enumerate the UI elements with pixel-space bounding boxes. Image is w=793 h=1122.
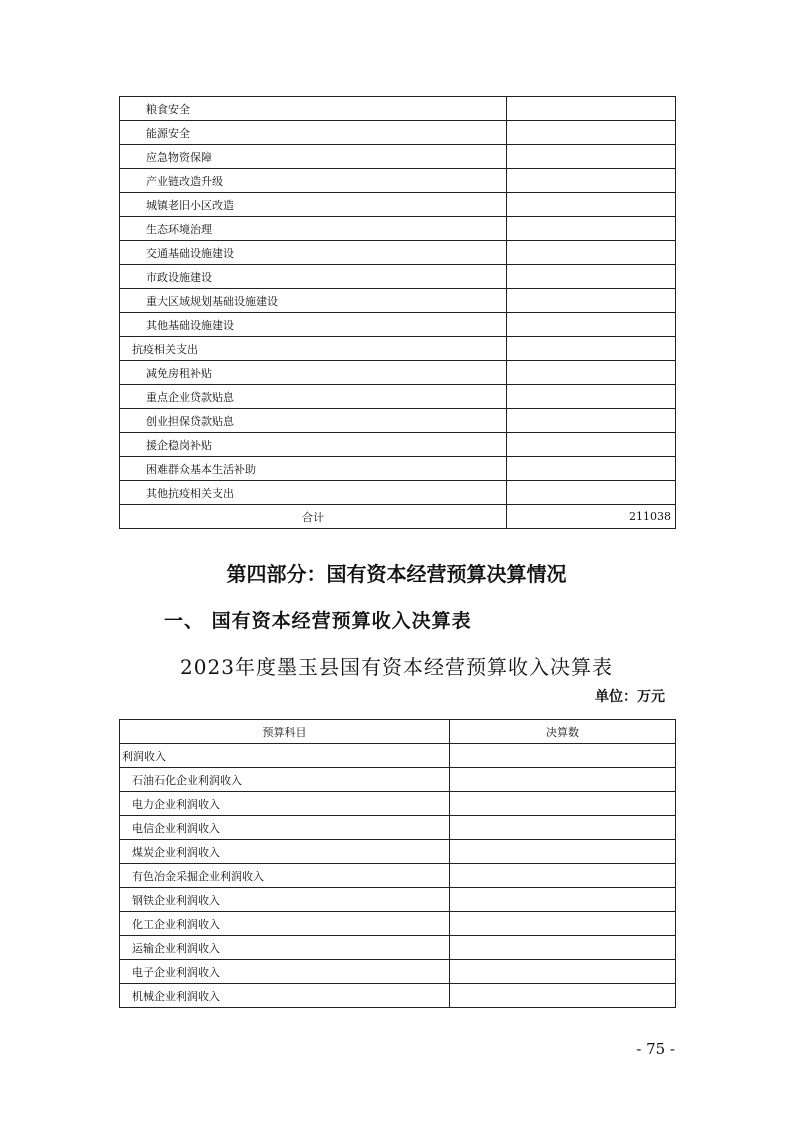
row-value	[507, 313, 676, 337]
table-row	[120, 433, 676, 457]
row-label: 粮食安全	[120, 97, 507, 121]
row-value	[507, 217, 676, 241]
row-label: 应急物资保障	[120, 145, 507, 169]
table-row	[120, 145, 676, 169]
row-value	[450, 984, 676, 1008]
expenditure-table-continued	[119, 96, 676, 529]
page-number: - 75 -	[636, 1040, 675, 1058]
table-row	[120, 864, 676, 888]
row-label: 重大区域规划基础设施建设	[120, 289, 507, 313]
row-label: 石油石化企业利润收入	[120, 768, 450, 792]
total-label: 合计	[120, 505, 507, 529]
row-value	[507, 337, 676, 361]
table-row	[120, 361, 676, 385]
row-value	[507, 409, 676, 433]
table-row	[120, 97, 676, 121]
table-row	[120, 744, 676, 768]
row-label: 减免房租补贴	[120, 361, 507, 385]
row-value	[507, 481, 676, 505]
row-label: 化工企业利润收入	[120, 912, 450, 936]
row-value	[450, 840, 676, 864]
table-row	[120, 193, 676, 217]
total-value: 211038	[507, 505, 676, 529]
row-label: 其他基础设施建设	[120, 313, 507, 337]
row-label: 生态环境治理	[120, 217, 507, 241]
row-value	[507, 289, 676, 313]
row-value	[507, 121, 676, 145]
table-row	[120, 121, 676, 145]
table-row	[120, 816, 676, 840]
table-title: 2023年度墨玉县国有资本经营预算收入决算表	[180, 655, 613, 679]
row-label: 其他抗疫相关支出	[120, 481, 507, 505]
row-label: 有色冶金采掘企业利润收入	[120, 864, 450, 888]
row-value	[450, 912, 676, 936]
row-value	[507, 145, 676, 169]
table-row	[120, 481, 676, 505]
row-value	[450, 816, 676, 840]
row-value	[450, 768, 676, 792]
unit-label: 单位：万元	[595, 689, 665, 705]
row-value	[507, 265, 676, 289]
table-row	[120, 169, 676, 193]
row-label: 城镇老旧小区改造	[120, 193, 507, 217]
row-value	[507, 193, 676, 217]
row-label: 援企稳岗补贴	[120, 433, 507, 457]
table-row	[120, 960, 676, 984]
row-label: 机械企业利润收入	[120, 984, 450, 1008]
row-value	[507, 169, 676, 193]
table-row	[120, 768, 676, 792]
row-label: 电信企业利润收入	[120, 816, 450, 840]
row-label: 重点企业贷款贴息	[120, 385, 507, 409]
row-value	[507, 241, 676, 265]
table-row	[120, 409, 676, 433]
row-value	[450, 744, 676, 768]
table-row	[120, 265, 676, 289]
table-header-row	[120, 720, 676, 744]
row-value	[450, 792, 676, 816]
table-row	[120, 217, 676, 241]
row-label: 电子企业利润收入	[120, 960, 450, 984]
table-row	[120, 289, 676, 313]
table-row	[120, 792, 676, 816]
table-row	[120, 840, 676, 864]
state-capital-revenue-table	[119, 719, 676, 1008]
sub-heading: 一、 国有资本经营预算收入决算表	[164, 610, 472, 632]
table-row	[120, 313, 676, 337]
row-label: 运输企业利润收入	[120, 936, 450, 960]
table-row	[120, 337, 676, 361]
row-value	[450, 864, 676, 888]
row-label: 交通基础设施建设	[120, 241, 507, 265]
row-value	[507, 433, 676, 457]
row-label: 煤炭企业利润收入	[120, 840, 450, 864]
section-heading: 第四部分：国有资本经营预算决算情况	[226, 562, 567, 586]
row-value	[507, 385, 676, 409]
table-row	[120, 936, 676, 960]
row-label: 困难群众基本生活补助	[120, 457, 507, 481]
row-label: 创业担保贷款贴息	[120, 409, 507, 433]
row-value	[507, 97, 676, 121]
table-row	[120, 457, 676, 481]
row-value	[507, 361, 676, 385]
row-label: 利润收入	[120, 744, 450, 768]
row-value	[450, 936, 676, 960]
column-header-final-amount: 决算数	[450, 720, 676, 744]
table-row	[120, 912, 676, 936]
row-value	[450, 960, 676, 984]
table-row	[120, 241, 676, 265]
table-row	[120, 984, 676, 1008]
total-row	[120, 505, 676, 529]
row-label: 能源安全	[120, 121, 507, 145]
row-label: 电力企业利润收入	[120, 792, 450, 816]
row-value	[507, 457, 676, 481]
row-label: 市政设施建设	[120, 265, 507, 289]
table-row	[120, 888, 676, 912]
column-header-budget-item: 预算科目	[120, 720, 450, 744]
row-value	[450, 888, 676, 912]
row-label: 产业链改造升级	[120, 169, 507, 193]
row-label: 抗疫相关支出	[120, 337, 507, 361]
row-label: 钢铁企业利润收入	[120, 888, 450, 912]
table-row	[120, 385, 676, 409]
